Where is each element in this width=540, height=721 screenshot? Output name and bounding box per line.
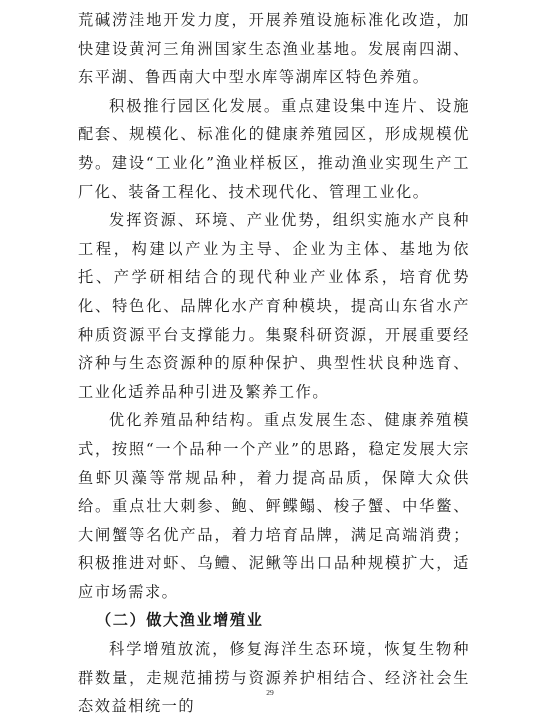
paragraph: 荒碱涝洼地开发力度，开展养殖设施标准化改造，加快建设黄河三角洲国家生态渔业基地。发展南四湖、东平湖、鲁西南大中型水库等湖库区特色养殖。 xyxy=(78,11,470,87)
paragraph: 积极推行园区化发展。重点建设集中连片、设施配套、规模化、标准化的健康养殖园区，形成规模优势。建设“工业化”渔业样板区，推动渔业实现生产工厂化、装备工程化、技术现代化、管理工业化。 xyxy=(78,96,470,201)
body-text xyxy=(78,6,470,721)
paragraph: 科学增殖放流，修复海洋生态环境，恢复生物种群数量，走规范捕捞与资源养护相结合、经济社会生态效益相统一的 xyxy=(78,640,470,716)
paragraph: 优化养殖品种结构。重点发展生态、健康养殖模式，按照“一个品种一个产业”的思路，稳定发展大宗鱼虾贝藻等常规品种，着力提高品质，保障大众供给。重点壮大刺参、鲍、鲆鲽鳎、梭子蟹、中华鳖、大闸蟹等名优产品，着力培育品牌，满足高端消费；积极推进对虾、乌鳢、泥鳅等出口品种规模扩大，适应市场需求。 xyxy=(78,411,470,601)
section-heading: （二）做大渔业增殖业 xyxy=(96,611,264,630)
paragraph: 发挥资源、环境、产业优势，组织实施水产良种工程，构建以产业为主导、企业为主体、基地为依托、产学研相结合的现代种业产业体系，培育优势化、特色化、品牌化水产育种模块，提高山东省水产种质资源平台支撑能力。集聚科研资源，开展重要经济种与生态资源种的原种保护、典型性状良种选育、工业化适养品种引进及繁养工作。 xyxy=(78,211,470,401)
page-number: 29 xyxy=(266,688,274,697)
